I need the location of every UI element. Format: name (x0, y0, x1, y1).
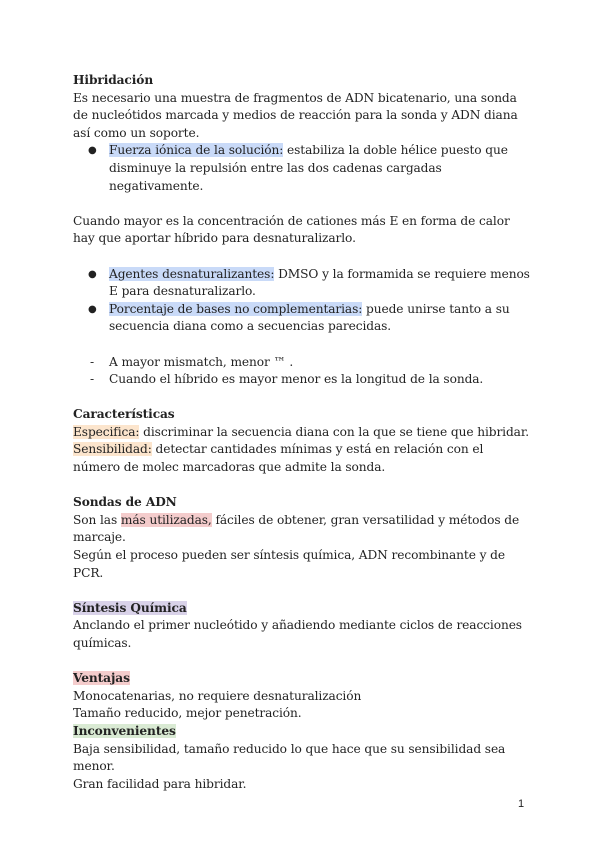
bullet-text: DMSO y la formamida se requiere menos E para desnaturalizarlo. (109, 266, 530, 299)
item-text: discriminar la secuencia diana con la que se tiene que hibridar. (139, 424, 529, 439)
ventajas-line: Tamaño reducido, mejor penetración. (73, 706, 302, 721)
text-fragment: fáciles de obtener, gran versatilidad y métodos de marcaje. (73, 512, 520, 545)
document-content (73, 72, 533, 793)
item-text: detectar cantidades mínimas y está en relación con el número de molec marcadoras que admite la sonda. (73, 442, 484, 475)
term-highlight: Especifica: (73, 424, 140, 439)
sondas-line (73, 512, 533, 547)
section-title-sondas: Sondas de ADN (73, 495, 177, 510)
dash-item (73, 371, 533, 389)
bullet-item (73, 142, 533, 195)
sintesis-text: Anclando el primer nucleótido y añadiendo mediante ciclos de reacciones químicas. (73, 618, 522, 650)
sondas-line: Según el proceso pueden ser síntesis química, ADN recombinante y de PCR. (73, 548, 505, 580)
dash-text: A mayor mismatch, menor ™ . (109, 354, 294, 369)
hibridacion-intro: Es necesario una muestra de fragmentos de ADN bicatenario, una sonda de nucleótidos marcada y medios de reacción para la sonda y ADN diana así como un soporte. (73, 90, 518, 140)
bullet-icon: ● (88, 268, 97, 280)
caracteristicas-item (73, 424, 533, 442)
section-title-hibridacion: Hibridación (73, 73, 154, 87)
caracteristicas-item (73, 441, 533, 476)
bullet-icon: ● (88, 303, 97, 315)
term-highlight: más utilizadas, (120, 512, 212, 527)
dash-item (73, 354, 533, 372)
bullet-item (73, 301, 533, 336)
inconvenientes-line: Gran facilidad para hibridar. (73, 776, 247, 791)
bullet-text: estabiliza la doble hélice puesto que disminuye la repulsión entre las dos cadenas cargadas negativamente. (109, 143, 508, 193)
dash-marker: - (90, 372, 95, 387)
term-highlight: Sensibilidad: (73, 442, 152, 457)
bullet-term: Fuerza iónica de la solución: (109, 143, 284, 158)
text-fragment: Son las (73, 512, 121, 527)
dash-text: Cuando el híbrido es mayor menor es la longitud de la sonda. (109, 372, 484, 387)
section-title-ventajas (73, 670, 533, 688)
hibridacion-paragraph: Cuando mayor es la concentración de cationes más E en forma de calor hay que aportar híbrido para desnaturalizarlo. (73, 213, 510, 246)
bullet-term: Porcentaje de bases no complementarias: (109, 301, 363, 316)
title-highlight: Síntesis Química (73, 600, 187, 615)
section-title-caracteristicas: Características (73, 407, 175, 422)
bullet-icon: ● (88, 145, 97, 157)
bullet-term: Agentes desnaturalizantes: (109, 266, 275, 281)
section-title-sintesis (73, 600, 533, 618)
ventajas-line: Monocatenarias, no requiere desnaturalización (73, 688, 362, 703)
dash-marker: - (90, 354, 95, 369)
title-highlight: Inconvenientes (73, 723, 176, 738)
inconvenientes-line: Baja sensibilidad, tamaño reducido lo que hace que su sensibilidad sea menor. (73, 741, 506, 774)
page-number: 1 (518, 798, 525, 810)
section-title-inconvenientes (73, 723, 533, 741)
title-highlight: Ventajas (73, 671, 130, 686)
bullet-item (73, 266, 533, 301)
bullet-text: puede unirse tanto a su secuencia diana como a secuencias parecidas. (109, 301, 510, 334)
